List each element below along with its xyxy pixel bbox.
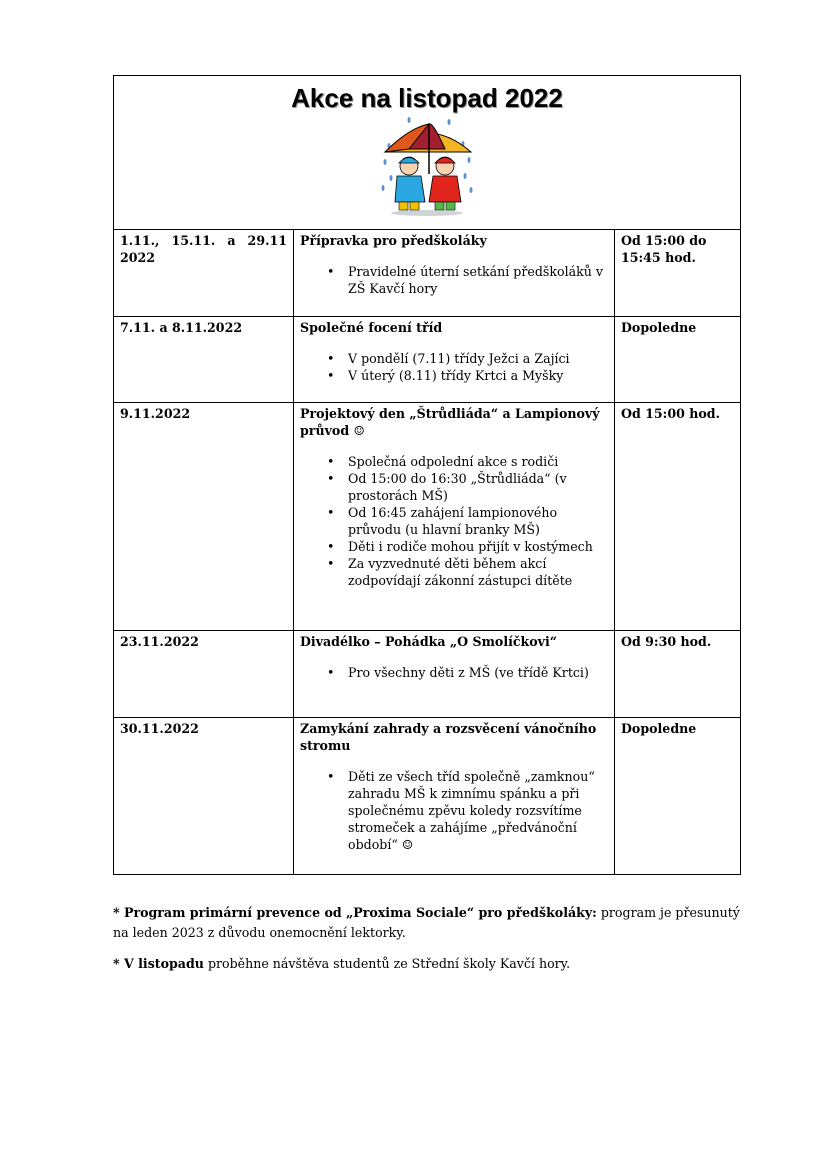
event-time: Od 9:30 hod. <box>621 634 712 649</box>
event-date-cell <box>114 317 294 403</box>
bullet-icon: • <box>327 505 335 520</box>
bullet-icon: • <box>327 264 335 279</box>
event-description-cell <box>294 718 615 875</box>
event-row <box>114 230 741 317</box>
list-item: • Pro všechny děti z MŠ (ve třídě Krtci) <box>327 665 589 680</box>
event-description-cell <box>294 631 615 718</box>
event-bullet-list <box>300 664 608 681</box>
event-time-cell <box>615 718 741 875</box>
list-item: • Děti ze všech tříd společně „zamknou“ zahradu MŠ k zimnímu spánku a při společnému zpěvu koledy rozsvítíme stromeček a zahájíme „předvánoční období“ ☺ <box>327 769 595 852</box>
event-description-cell <box>294 403 615 631</box>
bullet-icon: • <box>327 351 335 366</box>
bullet-icon: • <box>327 556 335 571</box>
event-time: Od 15:00 hod. <box>621 406 720 421</box>
header-cell <box>114 76 741 230</box>
event-time: Dopoledne <box>621 721 697 736</box>
footnotes <box>113 903 743 985</box>
event-date: 7.11. a 8.11.2022 <box>120 320 243 335</box>
bullet-icon: • <box>327 769 335 784</box>
event-date-cell <box>114 718 294 875</box>
events-table <box>113 75 741 875</box>
list-item: • Pravidelné úterní setkání předškoláků v ZŠ Kavčí hory <box>327 264 603 296</box>
event-date-line2: 2022 <box>120 250 156 265</box>
event-row <box>114 317 741 403</box>
event-title: Projektový den „Štrůdliáda“ a Lampionový průvod ☺ <box>300 406 600 438</box>
event-bullet-list <box>300 453 608 589</box>
event-row <box>114 631 741 718</box>
list-item: • Od 16:45 zahájení lampionového průvodu (u hlavní branky MŠ) <box>327 505 558 537</box>
event-title: Divadélko – Pohádka „O Smolíčkovi“ <box>300 634 558 649</box>
event-date: 30.11.2022 <box>120 721 199 736</box>
event-description-cell <box>294 317 615 403</box>
footnote-prevention: * Program primární prevence od „Proxima Sociale“ pro předškoláky: program je přesunutý na leden 2023 z důvodu onemocnění lektorky. <box>113 905 740 940</box>
event-time-cell <box>615 631 741 718</box>
event-bullet-list <box>300 263 608 297</box>
event-time-cell <box>615 230 741 317</box>
footnote-students: * V listopadu proběhne návštěva studentů ze Střední školy Kavčí hory. <box>113 956 571 971</box>
event-time: Dopoledne <box>621 320 697 335</box>
children-umbrella-illustration <box>379 116 475 216</box>
list-item: • Od 15:00 do 16:30 „Štrůdliáda“ (v prostorách MŠ) <box>327 471 567 503</box>
event-date-cell <box>114 230 294 317</box>
list-item: • Děti i rodiče mohou přijít v kostýmech <box>327 539 593 554</box>
bullet-icon: • <box>327 368 335 383</box>
event-time-cell <box>615 403 741 631</box>
list-item: • Za vyzvednuté děti během akcí zodpovídají zákonní zástupci dítěte <box>327 556 573 588</box>
header-row <box>114 76 741 230</box>
event-date: 1.11., 15.11. a 29.11 <box>120 233 287 248</box>
event-title: Přípravka pro předškoláky <box>300 233 487 248</box>
event-time-cell <box>615 317 741 403</box>
list-item: • V úterý (8.11) třídy Krtci a Myšky <box>327 368 564 383</box>
event-title: Společné focení tříd <box>300 320 443 335</box>
bullet-icon: • <box>327 454 335 469</box>
bullet-icon: • <box>327 665 335 680</box>
event-description-cell <box>294 230 615 317</box>
list-item: • V pondělí (7.11) třídy Ježci a Zajíci <box>327 351 570 366</box>
event-row <box>114 403 741 631</box>
bullet-icon: • <box>327 539 335 554</box>
list-item: • Společná odpolední akce s rodiči <box>327 454 559 469</box>
event-date-cell <box>114 631 294 718</box>
event-date-cell <box>114 403 294 631</box>
event-row <box>114 718 741 875</box>
event-bullet-list <box>300 768 608 853</box>
event-bullet-list <box>300 350 608 384</box>
page-title: Akce na listopad 2022 <box>291 83 563 113</box>
bullet-icon: • <box>327 471 335 486</box>
event-title: Zamykání zahrady a rozsvěcení vánočního stromu <box>300 721 597 753</box>
event-date: 23.11.2022 <box>120 634 199 649</box>
event-date: 9.11.2022 <box>120 406 191 421</box>
event-time: Od 15:00 do 15:45 hod. <box>621 233 707 265</box>
